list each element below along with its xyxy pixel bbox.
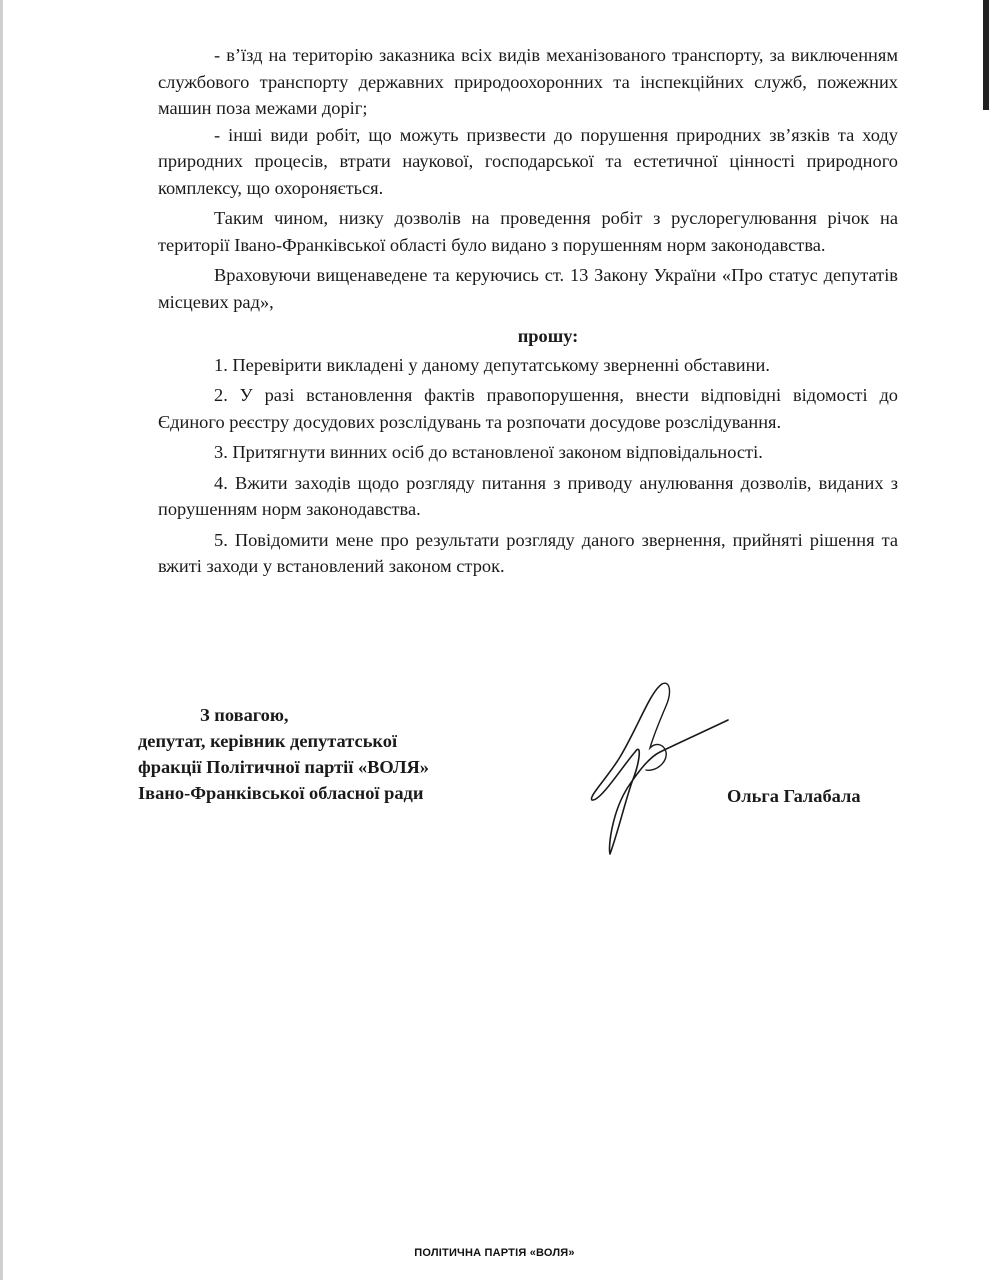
signature-stroke [591,684,728,854]
closing-block [138,702,429,806]
request-item: 4. Вжити заходів щодо розгляду питання з приводу анулювання дозволів, виданих з порушенням норм законодавства. [158,472,898,519]
request-item: 2. У разі встановлення фактів правопорушення, внести відповідні відомості до Єдиного реєстру досудових розслідувань та розпочати досудове розслідування. [158,385,898,432]
closing-faction-line: фракції Політичної партії «ВОЛЯ» [138,757,429,777]
document-body [158,42,898,584]
signer-name: Ольга Галабала [727,786,861,806]
paragraph-conclusion: Таким чином, низку дозволів на проведення робіт з руслорегулювання річок на території Івано-Франківської області було видано з порушенням норм законодавства. [158,208,898,255]
closing-greeting: З повагою, [200,705,289,725]
footer-party-name: ПОЛІТИЧНА ПАРТІЯ «ВОЛЯ» [414,1247,575,1259]
handwritten-signature [580,672,740,862]
request-item: 1. Перевірити викладені у даному депутатському зверненні обставини. [214,354,770,375]
scan-edge-right [983,0,989,110]
closing-council-line: Івано-Франківської обласної ради [138,783,424,803]
paragraph-legal-basis: Враховуючи вищенаведене та керуючись ст. 13 Закону України «Про статус депутатів місцевих рад», [158,265,898,312]
signature-flourish [646,683,669,770]
scan-edge-left [0,0,3,1280]
request-list [158,352,898,580]
closing-position-line: депутат, керівник депутатської [138,731,398,751]
request-heading: прошу: [517,326,579,346]
request-item: 3. Притягнути винних осіб до встановленої законом відповідальності. [214,442,763,462]
paragraph-vehicles: - в’їзд на територію заказника всіх видів механізованого транспорту, за виключенням службового транспорту державних природоохоронних та інспекційних служб, пожежних машин поза межами доріг; [158,45,898,118]
paragraph-other-works: - інші види робіт, що можуть призвести до порушення природних зв’язків та ходу природних процесів, втрати наукової, господарської та естетичної цінності природного комплексу, що охороняється. [158,124,898,198]
request-item: 5. Повідомити мене про результати розгляду даного звернення, прийняті рішення та вжиті заходи у встановлений законом строк. [158,529,898,576]
